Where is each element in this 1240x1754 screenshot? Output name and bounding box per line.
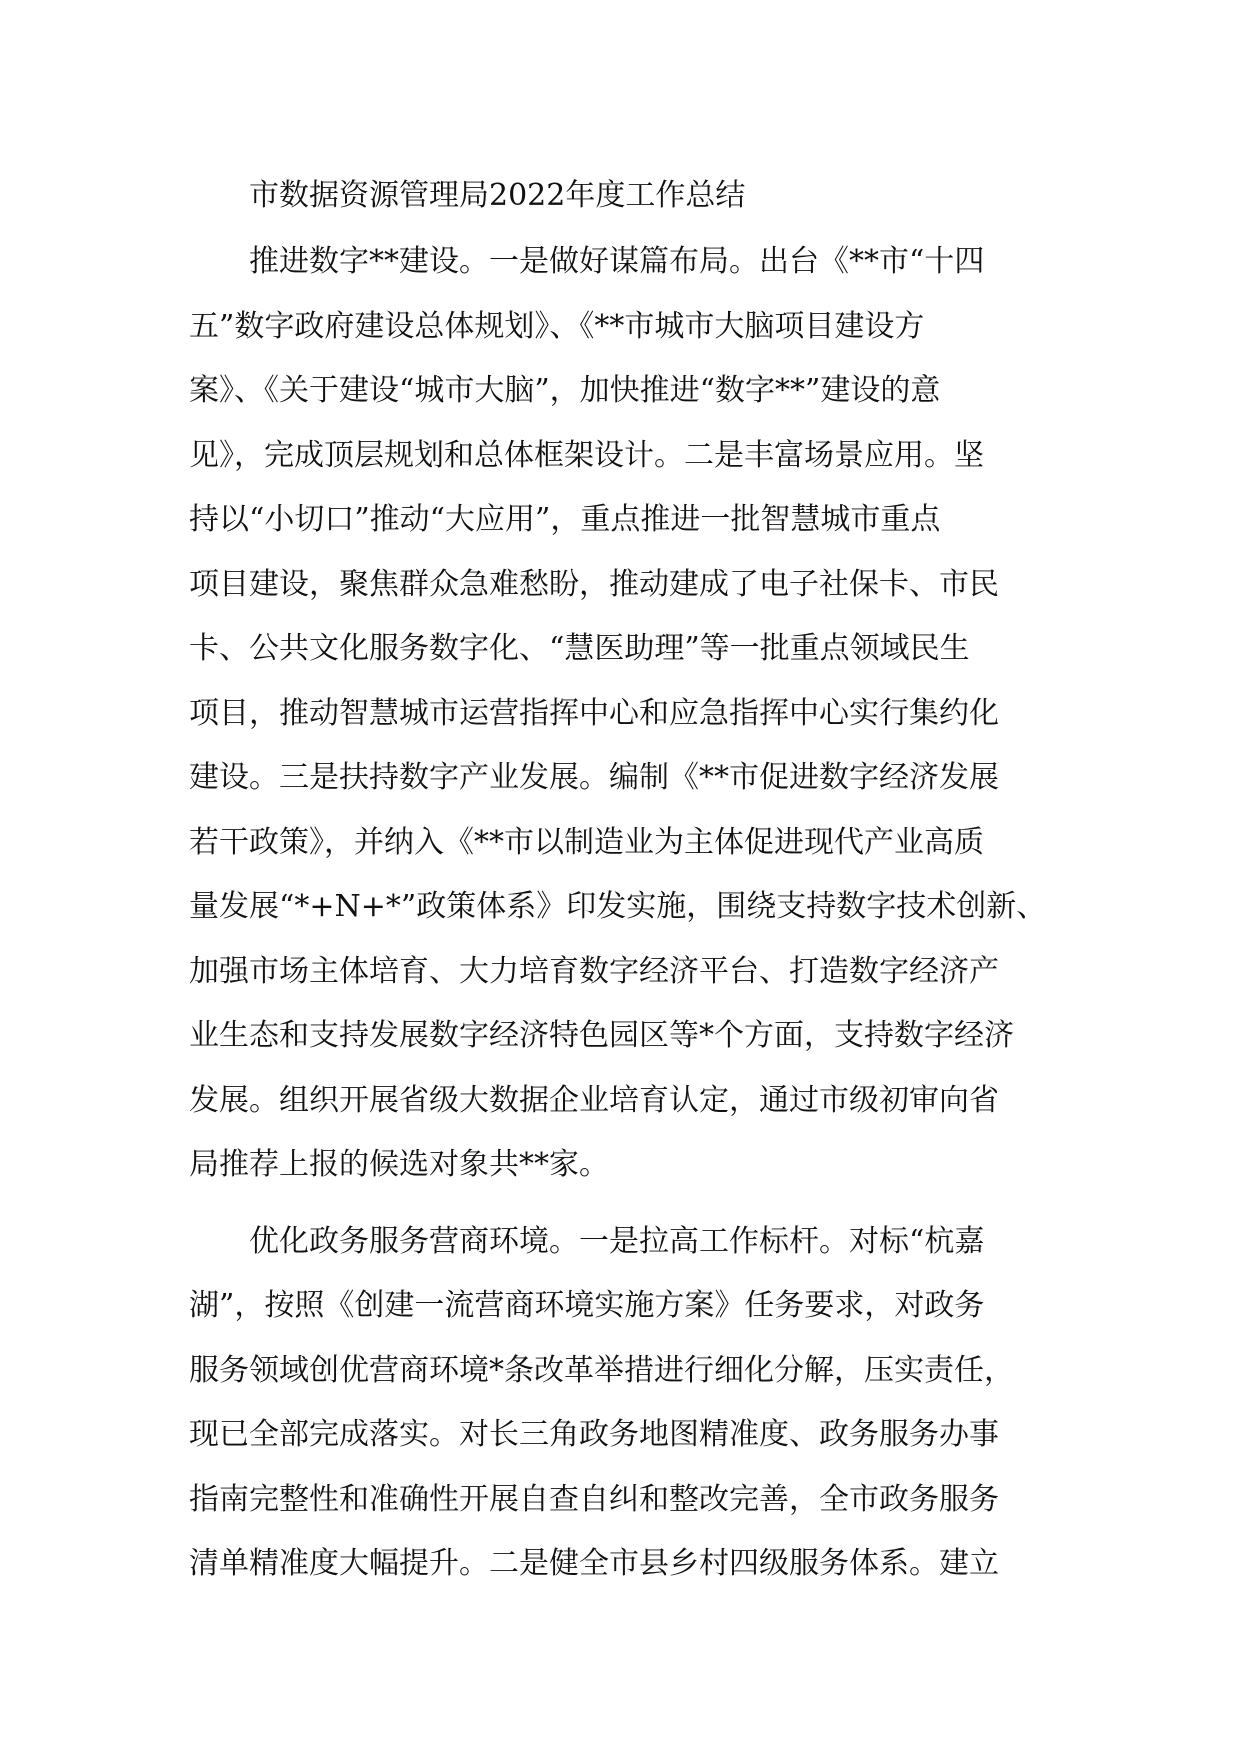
paragraph-line: 项目建设，聚焦群众急难愁盼，推动建成了电子社保卡、市民	[189, 566, 999, 602]
paragraph-line: 建设。三是扶持数字产业发展。编制《**市促进数字经济发展	[189, 760, 999, 795]
paragraph-line: 指南完整性和准确性开展自查自纠和整改完善，全市政务服务	[189, 1481, 999, 1517]
paragraph-line: 卡、公共文化服务数字化、“慧医助理”等一批重点领域民生	[189, 631, 970, 666]
paragraph-line: 量发展“*+N+*”政策体系》印发实施，围绕支持数字技术创新、	[189, 889, 1047, 924]
paragraph-line: 见》，完成顶层规划和总体框架设计。二是丰富场景应用。坚	[189, 437, 984, 473]
document-title: 市数据资源管理局2022年度工作总结	[249, 178, 746, 213]
paragraph-line: 推进数字**建设。一是做好谋篇布局。出台《**市“十四	[249, 244, 985, 279]
paragraph-line: 服务领域创优营商环境*条改革举措进行细化分解，压实责任，	[189, 1352, 1014, 1388]
paragraph-business-environment	[189, 1210, 1069, 1597]
paragraph-line: 若干政策》，并纳入《**市以制造业为主体促进现代产业高质	[189, 824, 984, 860]
paragraph-line: 局推荐上报的候选对象共**家。	[189, 1147, 609, 1182]
paragraph-line: 业生态和支持发展数字经济特色园区等*个方面，支持数字经济	[189, 1018, 1014, 1053]
paragraph-line: 加强市场主体培育、大力培育数字经济平台、打造数字经济产	[189, 953, 999, 989]
paragraph-line: 湖”，按照《创建一流营商环境实施方案》任务要求，对政务	[189, 1288, 985, 1323]
document-page	[189, 170, 1069, 1597]
paragraph-line: 五”数字政府建设总体规划》、《**市城市大脑项目建设方	[189, 308, 925, 344]
paragraph-line: 优化政务服务营商环境。一是拉高工作标杆。对标“杭嘉	[249, 1223, 985, 1259]
paragraph-line: 发展。组织开展省级大数据企业培育认定，通过市级初审向省	[189, 1082, 999, 1118]
paragraph-line: 案》、《关于建设“城市大脑”，加快推进“数字**”建设的意	[189, 373, 941, 408]
paragraph-line: 现已全部完成落实。对长三角政务地图精准度、政务服务办事	[189, 1417, 999, 1452]
paragraph-line: 清单精准度大幅提升。二是健全市县乡村四级服务体系。建立	[189, 1546, 999, 1581]
paragraph-digital-construction	[189, 230, 1069, 1198]
paragraph-line: 持以“小切口”推动“大应用”，重点推进一批智慧城市重点	[189, 502, 941, 537]
paragraph-line: 项目，推动智慧城市运营指挥中心和应急指挥中心实行集约化	[189, 695, 999, 731]
